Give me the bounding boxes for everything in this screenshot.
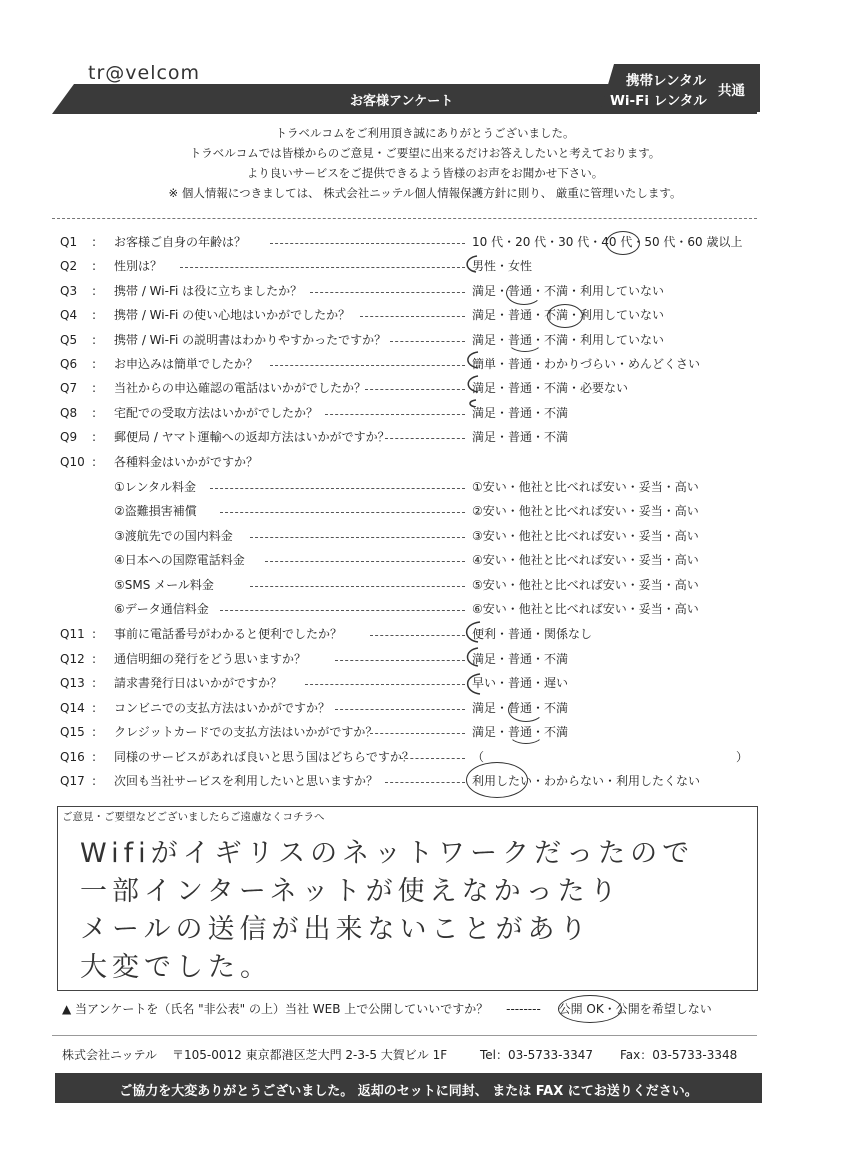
answer-circle-q15	[508, 722, 544, 744]
sub-item-label: ③渡航先での国内料金	[114, 529, 233, 543]
footer-divider	[52, 1035, 757, 1036]
leader-dashes	[325, 414, 465, 415]
leader-dashes	[400, 758, 465, 759]
logo: tr@velcom	[88, 62, 201, 84]
answer-circle-q5	[507, 330, 543, 352]
question-text: お客様ご自身の年齢は？	[114, 235, 247, 249]
question-number: Q3	[60, 284, 78, 298]
question-options[interactable]: 満足・普通・不満・利用していない	[472, 284, 665, 298]
answer-circle-publish	[558, 995, 622, 1023]
question-options[interactable]: 男性・女性	[472, 259, 533, 273]
question-text: 当社からの申込確認の電話はいかがでしたか？	[114, 381, 367, 395]
question-text: 宅配での受取方法はいかがでしたか？	[114, 406, 319, 420]
question-number: Q16	[60, 750, 85, 764]
intro-line-1: トラベルコムをご利用頂き誠にありがとうございました。	[275, 126, 575, 140]
question-number: Q12	[60, 652, 85, 666]
question-number: Q1	[60, 235, 78, 249]
leader-dashes	[310, 292, 465, 293]
publish-options[interactable]: 公開 OK・公開を希望しない	[558, 1002, 712, 1016]
question-options[interactable]: 利用したい・わからない・利用したくない	[472, 774, 701, 788]
comment-label: ご意見・ご要望などございましたらご遠慮なくコチラへ	[62, 811, 325, 823]
question-options[interactable]: 満足・普通・不満	[472, 725, 569, 739]
leader-dashes	[220, 512, 465, 513]
intro-line-3: より良いサービスをご提供できるよう皆様のお声をお聞かせ下さい。	[246, 166, 604, 180]
comment-line-4: 大変でした。	[80, 952, 272, 983]
question-text: 携帯 / Wi-Fi は役に立ちましたか？	[114, 284, 303, 298]
question-options[interactable]: 満足・普通・不満・利用していない	[472, 333, 665, 347]
question-number: Q8	[60, 406, 78, 420]
page-title: お客様アンケート	[350, 94, 454, 109]
leader-dashes	[390, 341, 465, 342]
footer-fax: Fax：03-5733-3348	[620, 1048, 738, 1062]
answer-circle-q3	[506, 281, 542, 305]
question-text: 次回も当社サービスを利用したいと思いますか？	[114, 774, 379, 788]
answer-circle-q1	[606, 231, 640, 255]
leader-dashes	[250, 586, 465, 587]
question-text: 同様のサービスがあれば良いと思う国はどちらですか？	[114, 750, 414, 764]
question-text: 携帯 / Wi-Fi の使い心地はいかがでしたか？	[114, 308, 351, 322]
service-line2: Wi-Fi レンタル	[610, 93, 707, 109]
intro-line-4: ※ 個人情報につきましては、 株式会社ニッテル個人情報保護方針に則り、 厳重に管理いたします。	[168, 186, 682, 200]
leader-dashes	[180, 267, 465, 268]
thanks-text: ご協力を大変ありがとうございました。 返却のセットに同封、 または FAX にてお送りください。	[119, 1084, 698, 1099]
question-number: Q7	[60, 381, 78, 395]
question-options[interactable]: 満足・普通・不満	[472, 701, 569, 715]
comment-line-1: Wifiがイギリスのネットワークだったので	[80, 838, 695, 869]
question-options[interactable]: 満足・普通・不満・利用していない	[472, 308, 665, 322]
leader-dashes	[270, 243, 465, 244]
question-options[interactable]: 満足・普通・不満	[472, 652, 569, 666]
question-number: Q6	[60, 357, 78, 371]
answer-circle-q4	[547, 304, 583, 328]
leader-dashes	[210, 488, 465, 489]
answer-marks-q2-q7	[462, 252, 482, 407]
divider	[52, 218, 757, 219]
footer-company: 株式会社ニッテル	[62, 1048, 157, 1062]
question-options[interactable]: （ ）	[472, 750, 749, 764]
question-options[interactable]: 便利・普通・関係なし	[472, 627, 593, 641]
leader-dashes	[265, 561, 465, 562]
question-options[interactable]: 10 代・20 代・30 代・40 代・50 代・60 歳以上	[472, 235, 743, 249]
leader-dashes	[250, 537, 465, 538]
leader-dashes	[305, 684, 465, 685]
question-number: Q5	[60, 333, 78, 347]
question-text: コンビニでの支払方法はいかがですか？	[114, 701, 331, 715]
leader-dashes	[370, 733, 465, 734]
question-text: 携帯 / Wi-Fi の説明書はわかりやすかったですか？	[114, 333, 387, 347]
question-text: クレジットカードでの支払方法はいかがですか？	[114, 725, 378, 739]
sub-item-options[interactable]: ⑤安い・他社と比べれば安い・妥当・高い	[472, 578, 699, 592]
question-options[interactable]: 満足・普通・不満	[472, 430, 569, 444]
publish-question-text: ▲ 当アンケートを（氏名 "非公表" の上）当社 WEB 上で公開していいですか？	[62, 1002, 489, 1016]
question-number: Q13	[60, 676, 85, 690]
question-number: Q10	[60, 455, 85, 469]
question-text: 性別は？	[114, 259, 163, 273]
leader-dashes	[385, 782, 465, 783]
question-text: 通信明細の発行をどう思いますか？	[114, 652, 307, 666]
sub-item-label: ⑤SMS メール料金	[114, 578, 214, 592]
intro-line-2: トラベルコムでは皆様からのご意見・ご要望に出来るだけお答えしたいと考えております。	[189, 146, 661, 160]
question-text: 各種料金はいかがですか？	[114, 455, 259, 469]
footer-address: 〒105-0012 東京都港区芝大門 2-3-5 大賀ビル 1F	[172, 1048, 448, 1062]
comment-line-3: メールの送信が出来ないことがあり	[80, 914, 592, 945]
question-options[interactable]: 満足・普通・不満・必要ない	[472, 381, 629, 395]
question-number: Q14	[60, 701, 85, 715]
question-number: Q2	[60, 259, 78, 273]
sub-item-options[interactable]: ③安い・他社と比べれば安い・妥当・高い	[472, 529, 699, 543]
answer-circle-q17	[466, 762, 528, 798]
answer-circle-q14	[508, 698, 544, 722]
comment-line-2: 一部インターネットが使えなかったり	[80, 876, 622, 907]
sub-item-options[interactable]: ②安い・他社と比べれば安い・妥当・高い	[472, 504, 699, 518]
comment-box[interactable]	[57, 806, 758, 991]
service-box	[600, 64, 760, 112]
sub-item-label: ⑥データ通信料金	[114, 602, 209, 616]
thanks-bar	[55, 1073, 762, 1103]
question-options[interactable]: 早い・普通・遅い	[472, 676, 569, 690]
question-text: 郵便局 / ヤマト運輸への返却方法はいかがですか？	[114, 430, 390, 444]
leader-dashes	[360, 316, 465, 317]
question-number: Q4	[60, 308, 78, 322]
leader-dashes	[220, 610, 465, 611]
leader-dashes	[335, 709, 465, 710]
answer-marks-q11-q13	[460, 618, 484, 698]
leader-dashes	[370, 635, 465, 636]
service-common: 共通	[718, 83, 745, 99]
sub-item-options[interactable]: ⑥安い・他社と比べれば安い・妥当・高い	[472, 602, 699, 616]
question-number: Q15	[60, 725, 85, 739]
question-number: Q17	[60, 774, 85, 788]
sub-item-options[interactable]: ④安い・他社と比べれば安い・妥当・高い	[472, 553, 699, 567]
sub-item-label: ①レンタル料金	[114, 480, 196, 494]
question-options[interactable]: 簡単・普通・わかりづらい・めんどくさい	[472, 357, 701, 371]
question-text: 請求書発行日はいかがですか？	[114, 676, 283, 690]
question-text: 事前に電話番号がわかると便利でしたか？	[114, 627, 343, 641]
leader-dashes	[385, 438, 465, 439]
sub-item-options[interactable]: ①安い・他社と比べれば安い・妥当・高い	[472, 480, 699, 494]
question-number: Q9	[60, 430, 78, 444]
sub-item-label: ④日本への国際電話料金	[114, 553, 245, 567]
leader-dashes	[335, 660, 465, 661]
question-text: お申込みは簡単でしたか？	[114, 357, 259, 371]
question-options[interactable]: 満足・普通・不満	[472, 406, 569, 420]
service-line1: 携帯レンタル	[626, 73, 707, 89]
leader-dashes	[270, 365, 465, 366]
sub-item-label: ②盗難損害補償	[114, 504, 197, 518]
leader-dashes	[365, 389, 465, 390]
footer-tel: Tel：03-5733-3347	[480, 1048, 594, 1062]
publish-dashes: --------	[506, 1002, 541, 1016]
question-number: Q11	[60, 627, 85, 641]
